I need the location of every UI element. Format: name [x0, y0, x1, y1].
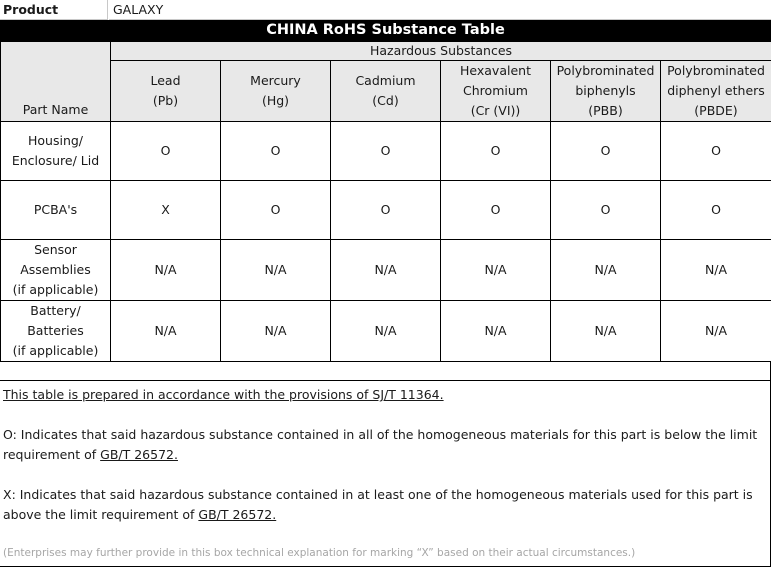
substance-line: Lead: [150, 73, 181, 88]
product-series-value: GALAXY: [109, 0, 771, 20]
value-cell: O: [331, 181, 441, 240]
part-name-cell: [1, 181, 111, 240]
substance-line: (Hg): [261, 93, 290, 108]
part-name-line: Housing/: [27, 133, 84, 148]
value-cell: N/A: [221, 301, 331, 362]
part-name-header: Part Name: [1, 42, 111, 122]
substance-header-mercury: [221, 61, 331, 122]
notes-section: [0, 361, 771, 567]
value-cell: N/A: [221, 240, 331, 301]
rohs-substance-table: [0, 41, 771, 362]
value-cell: N/A: [551, 240, 661, 301]
value-cell: N/A: [111, 240, 221, 301]
value-cell: N/A: [551, 301, 661, 362]
substance-header-pbde: [661, 61, 771, 122]
value-cell: N/A: [661, 301, 771, 362]
o-definition-line1: O: Indicates that said hazardous substance contained in all of the homogeneous materials for this part is below the limit: [3, 427, 758, 442]
hazardous-substances-header: Hazardous Substances: [111, 42, 771, 61]
part-name-line: Sensor: [34, 242, 77, 257]
table-row: [1, 122, 771, 181]
value-cell: N/A: [331, 301, 441, 362]
value-cell: N/A: [441, 240, 551, 301]
substance-header-pbb: [551, 61, 661, 122]
o-definition-prefix: requirement of: [3, 447, 101, 462]
part-name-line: (if applicable): [12, 343, 99, 358]
substance-line: Hexavalent: [460, 63, 531, 78]
o-definition-line2: [3, 445, 763, 465]
value-cell: O: [661, 122, 771, 181]
table-row: [1, 181, 771, 240]
x-definition-line1: X: Indicates that said hazardous substance contained in at least one of the homogeneous materials used for this part is: [3, 487, 753, 502]
substance-line: Mercury: [250, 73, 301, 88]
value-cell: N/A: [661, 240, 771, 301]
part-name-line: Assemblies: [20, 262, 91, 277]
substance-line: Cadmium: [355, 73, 416, 88]
value-cell: X: [111, 181, 221, 240]
value-cell: O: [441, 122, 551, 181]
part-name-line: PCBA's: [33, 202, 78, 217]
value-cell: O: [551, 181, 661, 240]
value-cell: O: [221, 122, 331, 181]
part-name-line: Batteries: [27, 323, 84, 338]
substance-header-row: [1, 61, 771, 122]
product-series-label: Product: [0, 0, 108, 20]
value-cell: N/A: [331, 240, 441, 301]
x-definition-prefix: above the limit requirement of: [3, 507, 199, 522]
substance-line: diphenyl ethers: [667, 83, 765, 98]
part-name-line: (if applicable): [12, 282, 99, 297]
value-cell: O: [111, 122, 221, 181]
value-cell: N/A: [111, 301, 221, 362]
substance-line: (PBDE): [694, 103, 738, 118]
substance-header-cadmium: [331, 61, 441, 122]
part-name-cell: [1, 122, 111, 181]
part-name-line: Battery/: [30, 303, 81, 318]
value-cell: N/A: [441, 301, 551, 362]
o-definition-standard: GB/T 26572.: [100, 447, 178, 462]
value-cell: O: [661, 181, 771, 240]
substance-line: (Cr (VI)): [470, 103, 521, 118]
blank-divider: [0, 361, 771, 381]
table-row: [1, 240, 771, 301]
substance-line: (Cd): [372, 93, 399, 108]
x-definition-line2: [3, 505, 763, 525]
substance-line: (Pb): [152, 93, 179, 108]
value-cell: O: [331, 122, 441, 181]
part-name-cell: [1, 301, 111, 362]
table-row: [1, 301, 771, 362]
table-title: CHINA RoHS Substance Table: [0, 20, 771, 41]
value-cell: O: [551, 122, 661, 181]
enterprise-note: (Enterprises may further provide in this box technical explanation for marking “X” based on their actual circumstances.): [3, 547, 636, 559]
substance-line: Chromium: [463, 83, 528, 98]
prepared-note: This table is prepared in accordance with the provisions of SJ/T 11364.: [3, 387, 444, 402]
substance-line: Polybrominated: [667, 63, 765, 78]
part-name-line: Enclosure/ Lid: [11, 153, 100, 168]
x-definition-standard: GB/T 26572.: [198, 507, 277, 522]
substance-line: (PBB): [588, 103, 623, 118]
substance-header-lead: [111, 61, 221, 122]
value-cell: O: [441, 181, 551, 240]
substance-header-hexavalent-chromium: [441, 61, 551, 122]
substance-line: biphenyls: [575, 83, 636, 98]
substance-line: Polybrominated: [556, 63, 655, 78]
part-name-cell: [1, 240, 111, 301]
product-series-row: [0, 0, 771, 20]
value-cell: O: [221, 181, 331, 240]
